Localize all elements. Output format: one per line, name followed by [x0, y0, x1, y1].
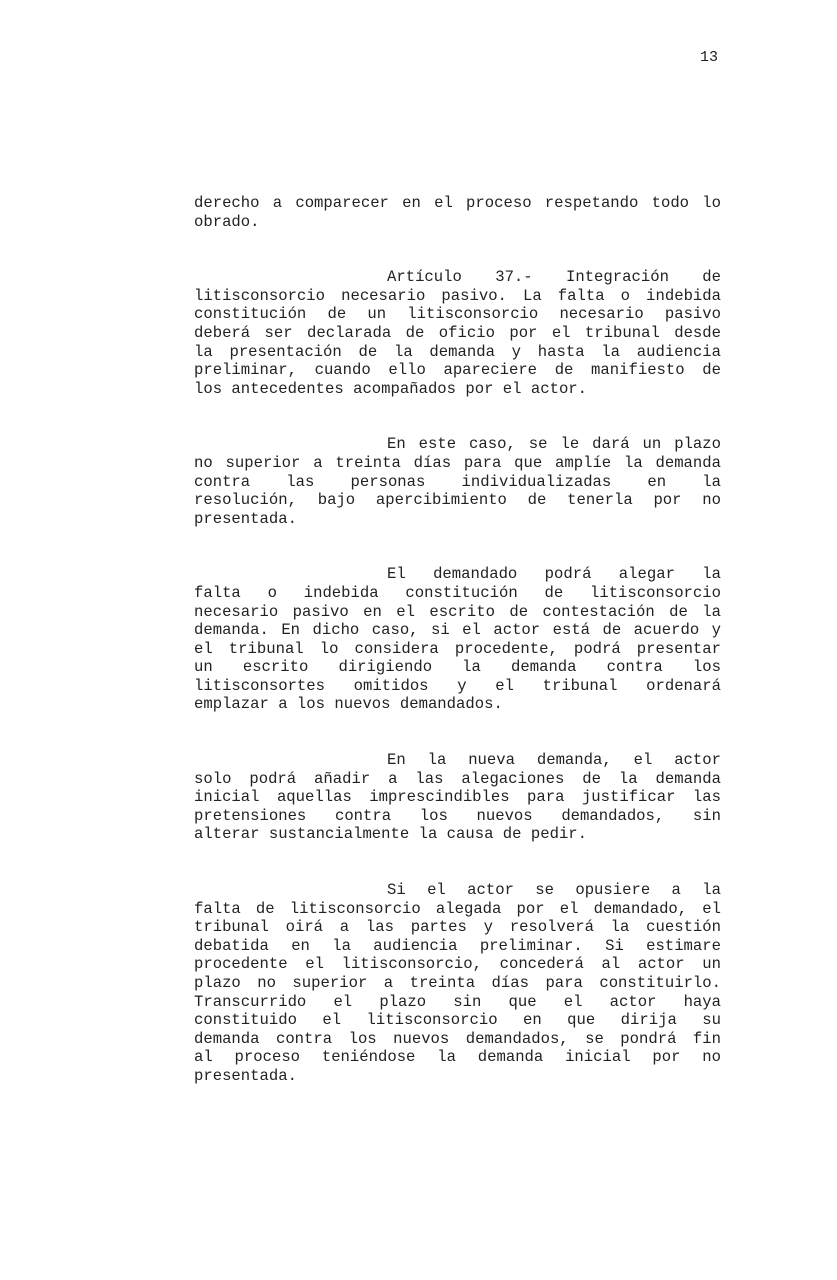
text-line: Transcurrido el plazo sin que el actor haya — [194, 992, 721, 1011]
text-line: no superior a treinta días para que amplíe la demanda — [194, 453, 721, 472]
text-line: presentada. — [194, 509, 297, 528]
text-line: solo podrá añadir a las alegaciones de la demanda — [194, 769, 721, 788]
text-line: preliminar, cuando ello apareciere de manifiesto de — [194, 361, 721, 380]
article-heading-line: Artículo 37.- Integración de — [387, 268, 721, 287]
text-line: derecho a comparecer en el proceso respetando todo lo — [194, 194, 721, 212]
text-line: falta o indebida constitución de litisconsorcio — [194, 583, 721, 602]
paragraph-plazo — [194, 435, 721, 528]
text-line: Si el actor se opusiere a la — [387, 881, 721, 900]
text-line: procedente el litisconsorcio, concederá al actor un — [194, 955, 721, 974]
text-line: tribunal oirá a las partes y resolverá la cuestión — [194, 918, 721, 937]
text-line: contra las personas individualizadas en la — [194, 472, 721, 491]
text-line: alterar sustancialmente la causa de pedir. — [194, 825, 588, 844]
text-line: deberá ser declarada de oficio por el tribunal desde — [194, 323, 721, 342]
text-line: los antecedentes acompañados por el actor. — [194, 379, 588, 398]
text-line: litisconsorcio necesario pasivo. La falta o indebida — [194, 286, 721, 305]
text-line: el tribunal lo considera procedente, podrá presentar — [194, 639, 721, 658]
text-line: debatida en la audiencia preliminar. Si estimare — [194, 936, 721, 955]
text-line: En este caso, se le dará un plazo — [387, 435, 721, 454]
text-line: un escrito dirigiendo la demanda contra los — [194, 658, 721, 677]
text-line: plazo no superior a treinta días para constituirlo. — [194, 974, 721, 992]
text-line: resolución, bajo apercibimiento de tenerla por no — [194, 491, 721, 510]
paragraph-oposicion — [194, 881, 721, 1086]
document-body — [194, 194, 721, 1123]
text-line: constituido el litisconsorcio en que dirija su — [194, 1011, 721, 1030]
text-line: El demandado podrá alegar la — [387, 565, 721, 584]
text-line: la presentación de la demanda y hasta la audiencia — [194, 342, 721, 361]
text-line: inicial aquellas imprescindibles para justificar las — [194, 788, 721, 807]
text-line: presentada. — [194, 1066, 297, 1085]
paragraph-demandado — [194, 565, 721, 714]
paragraph-nueva-demanda — [194, 751, 721, 844]
text-line: En la nueva demanda, el actor — [387, 751, 721, 770]
text-line: demanda. En dicho caso, si el actor está de acuerdo y — [194, 621, 721, 640]
text-line: necesario pasivo en el escrito de contestación de la — [194, 602, 721, 621]
text-line: al proceso teniéndose la demanda inicial por no — [194, 1048, 721, 1067]
text-line: emplazar a los nuevos demandados. — [194, 695, 503, 714]
page-number: 13 — [700, 49, 719, 66]
text-line: pretensiones contra los nuevos demandados, sin — [194, 806, 721, 825]
paragraph-article-37 — [194, 268, 721, 398]
text-line: falta de litisconsorcio alegada por el demandado, el — [194, 899, 721, 918]
paragraph-continuation — [194, 194, 721, 231]
text-line: demanda contra los nuevos demandados, se pondrá fin — [194, 1029, 721, 1048]
text-line: constitución de un litisconsorcio necesario pasivo — [194, 305, 721, 324]
text-line: litisconsortes omitidos y el tribunal ordenará — [194, 676, 721, 695]
text-line: obrado. — [194, 212, 260, 231]
